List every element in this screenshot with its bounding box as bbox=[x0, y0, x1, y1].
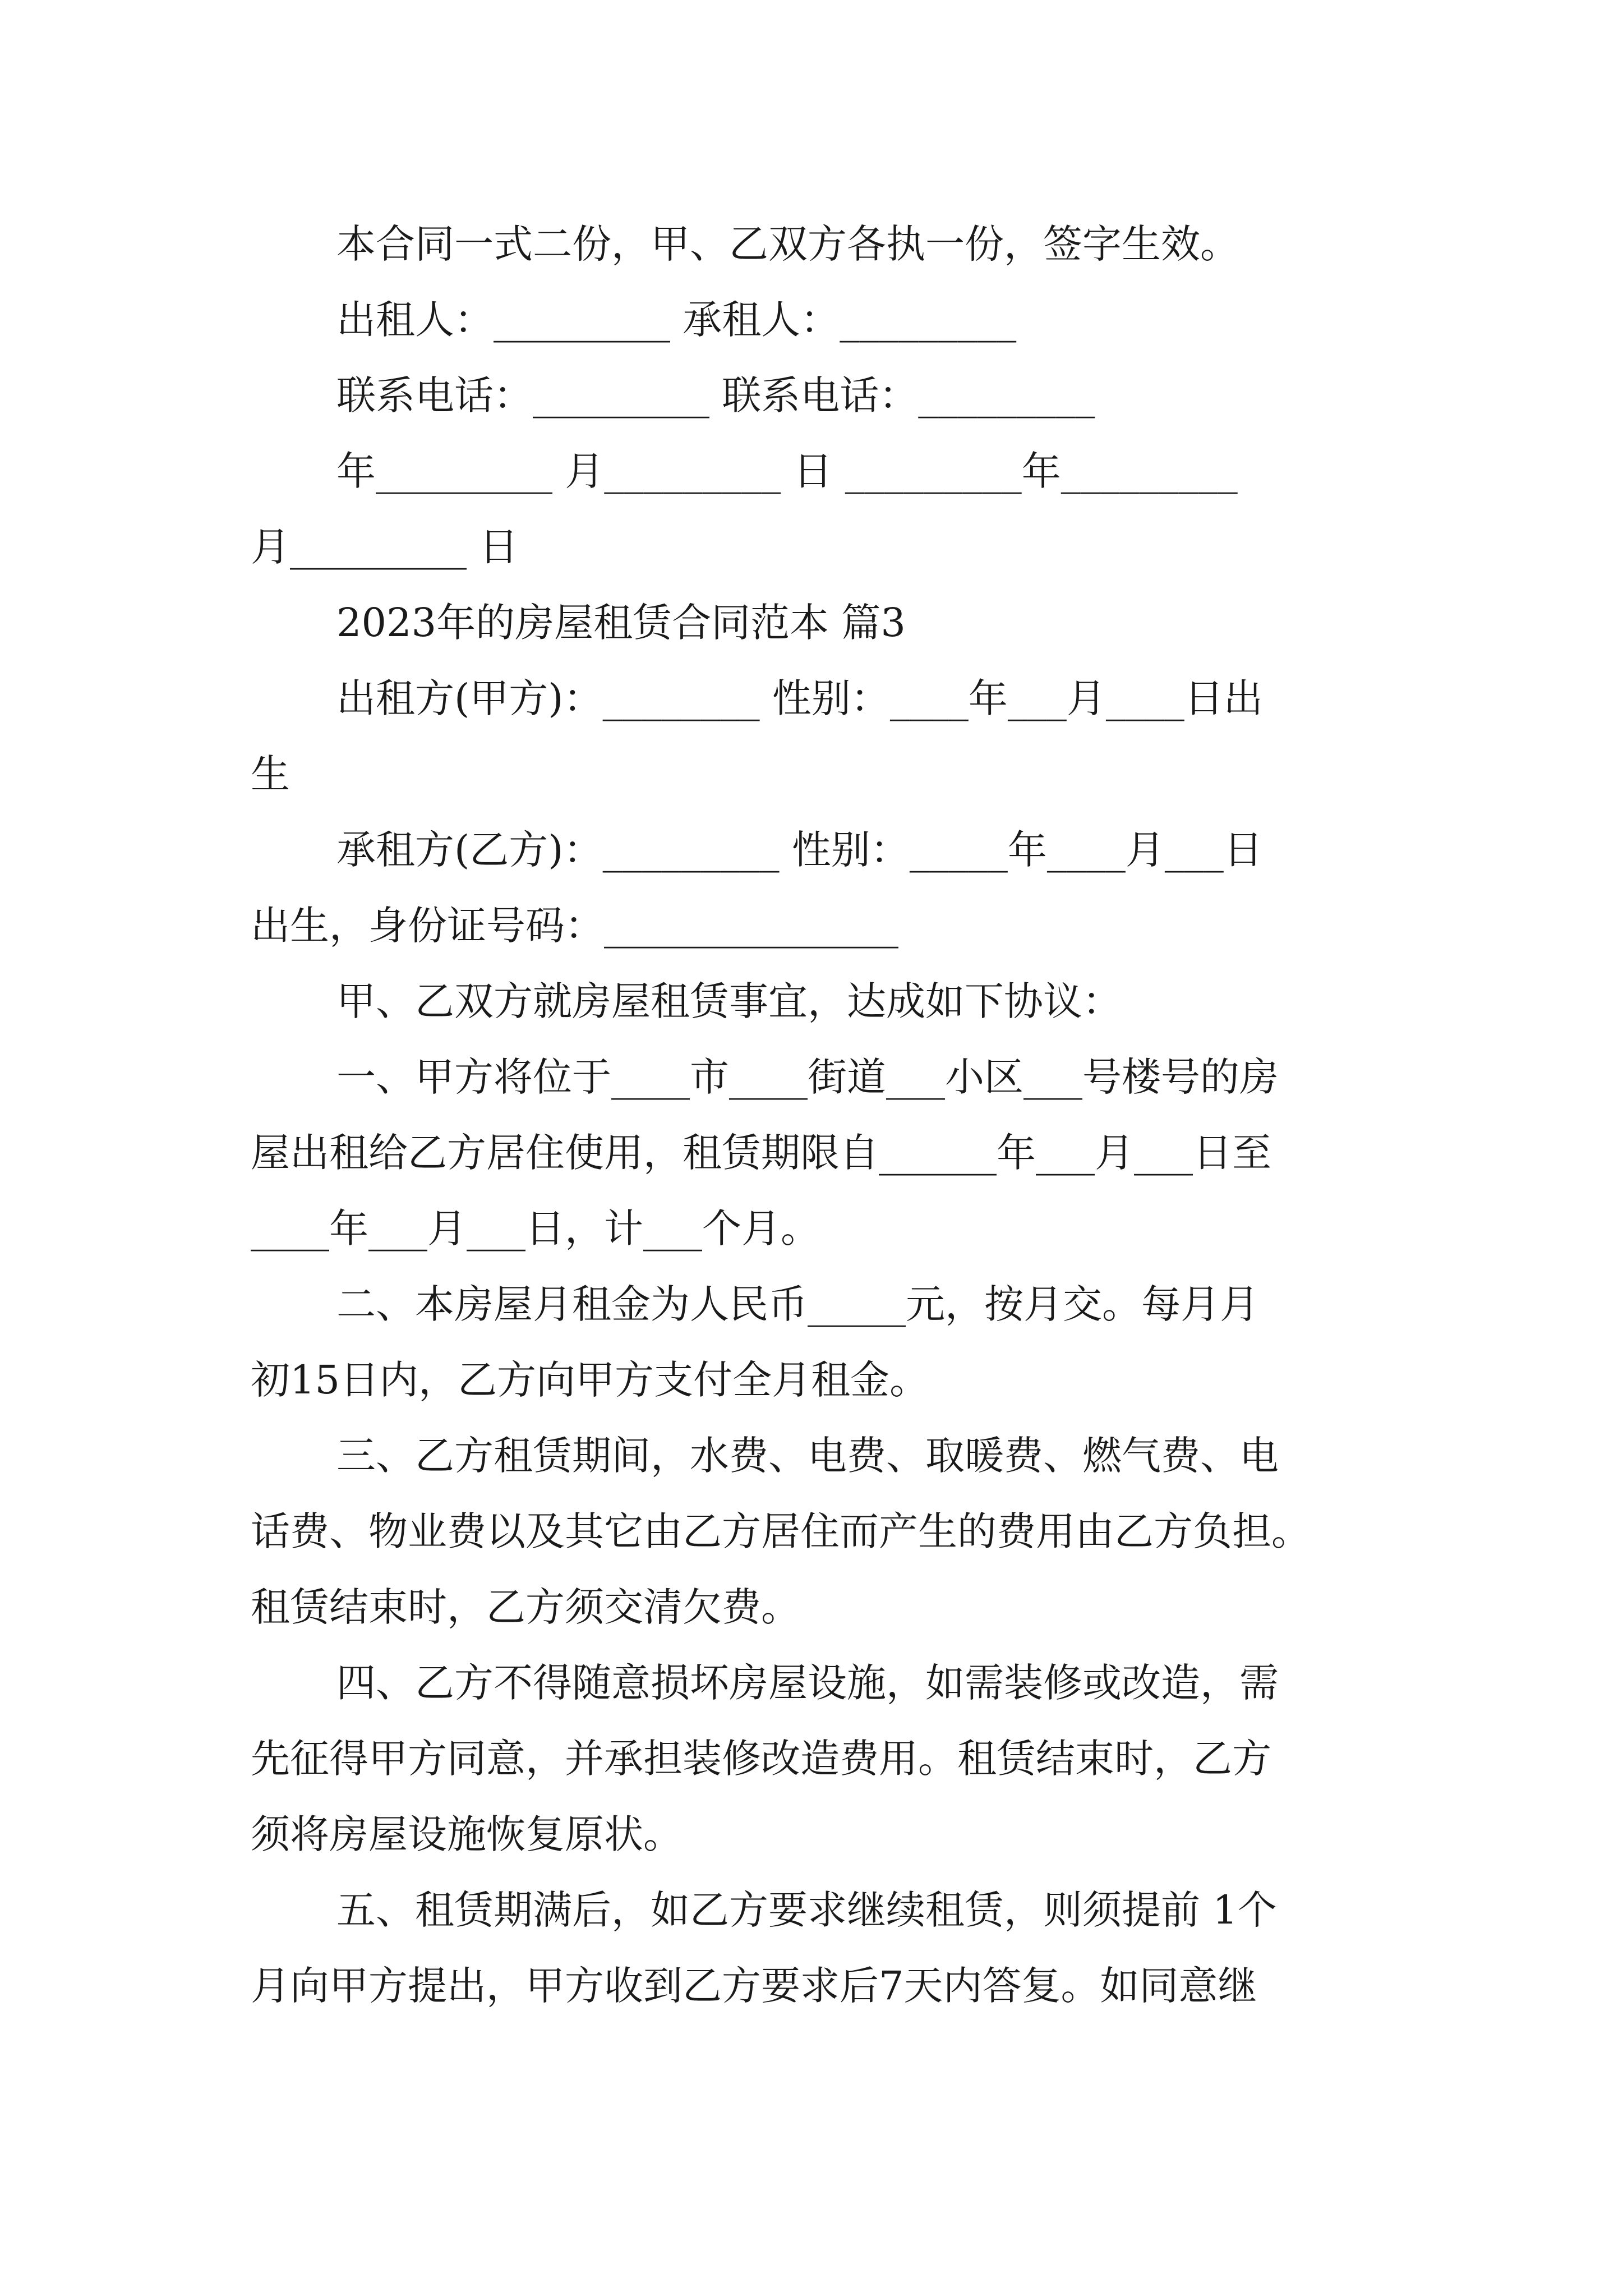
clause-3-line-2: 话费、物业费以及其它由乙方居住而产生的费用由乙方负担。 bbox=[251, 1508, 1311, 1554]
clause-3-line-3: 租赁结束时，乙方须交清欠费。 bbox=[251, 1584, 800, 1630]
clause-1-line-3: ____年___月___日，计___个月。 bbox=[251, 1205, 820, 1251]
closing-clause: 本合同一式二份，甲、乙双方各执一份，签字生效。 bbox=[336, 221, 1239, 267]
clause-3-line-1: 三、乙方租赁期间，水费、电费、取暖费、燃气费、电 bbox=[336, 1433, 1279, 1479]
clause-2-line-2: 初15日内，乙方向甲方支付全月租金。 bbox=[251, 1357, 929, 1403]
clause-1-line-1: 一、甲方将位于____市____街道___小区___号楼号的房 bbox=[336, 1054, 1279, 1100]
signature-line: 出租人：_________ 承租人：_________ bbox=[336, 297, 1017, 343]
date-line-continued: 月_________ 日 bbox=[251, 524, 519, 570]
lessee-info-continued: 出生，身份证号码：_______________ bbox=[251, 903, 898, 949]
clause-4-line-3: 须将房屋设施恢复原状。 bbox=[251, 1811, 683, 1857]
agreement-intro: 甲、乙双方就房屋租赁事宜，达成如下协议： bbox=[336, 978, 1122, 1024]
date-line: 年_________ 月_________ 日 _________年_________ bbox=[336, 448, 1238, 494]
clause-2-line-1: 二、本房屋月租金为人民币_____元，按月交。每月月 bbox=[336, 1281, 1259, 1327]
lessor-info-continued: 生 bbox=[251, 751, 290, 797]
section-title: 2023年的房屋租赁合同范本 篇3 bbox=[336, 600, 906, 646]
clause-4-line-1: 四、乙方不得随意损坏房屋设施，如需装修或改造，需 bbox=[336, 1660, 1279, 1706]
clause-5-line-2: 月向甲方提出，甲方收到乙方要求后7天内答复。如同意继 bbox=[251, 1963, 1257, 2009]
lessor-info: 出租方(甲方)：________ 性别：____年___月____日出 bbox=[336, 675, 1263, 721]
contact-line: 联系电话：_________ 联系电话：_________ bbox=[336, 372, 1095, 418]
clause-5-line-1: 五、租赁期满后，如乙方要求继续租赁，则须提前 1个 bbox=[336, 1887, 1277, 1933]
lessee-info: 承租方(乙方)：_________ 性别：_____年____月___日 bbox=[336, 827, 1263, 873]
clause-1-line-2: 屋出租给乙方居住使用，租赁期限自______年___月___日至 bbox=[251, 1130, 1271, 1176]
clause-4-line-2: 先征得甲方同意，并承担装修改造费用。租赁结束时，乙方 bbox=[251, 1736, 1271, 1782]
